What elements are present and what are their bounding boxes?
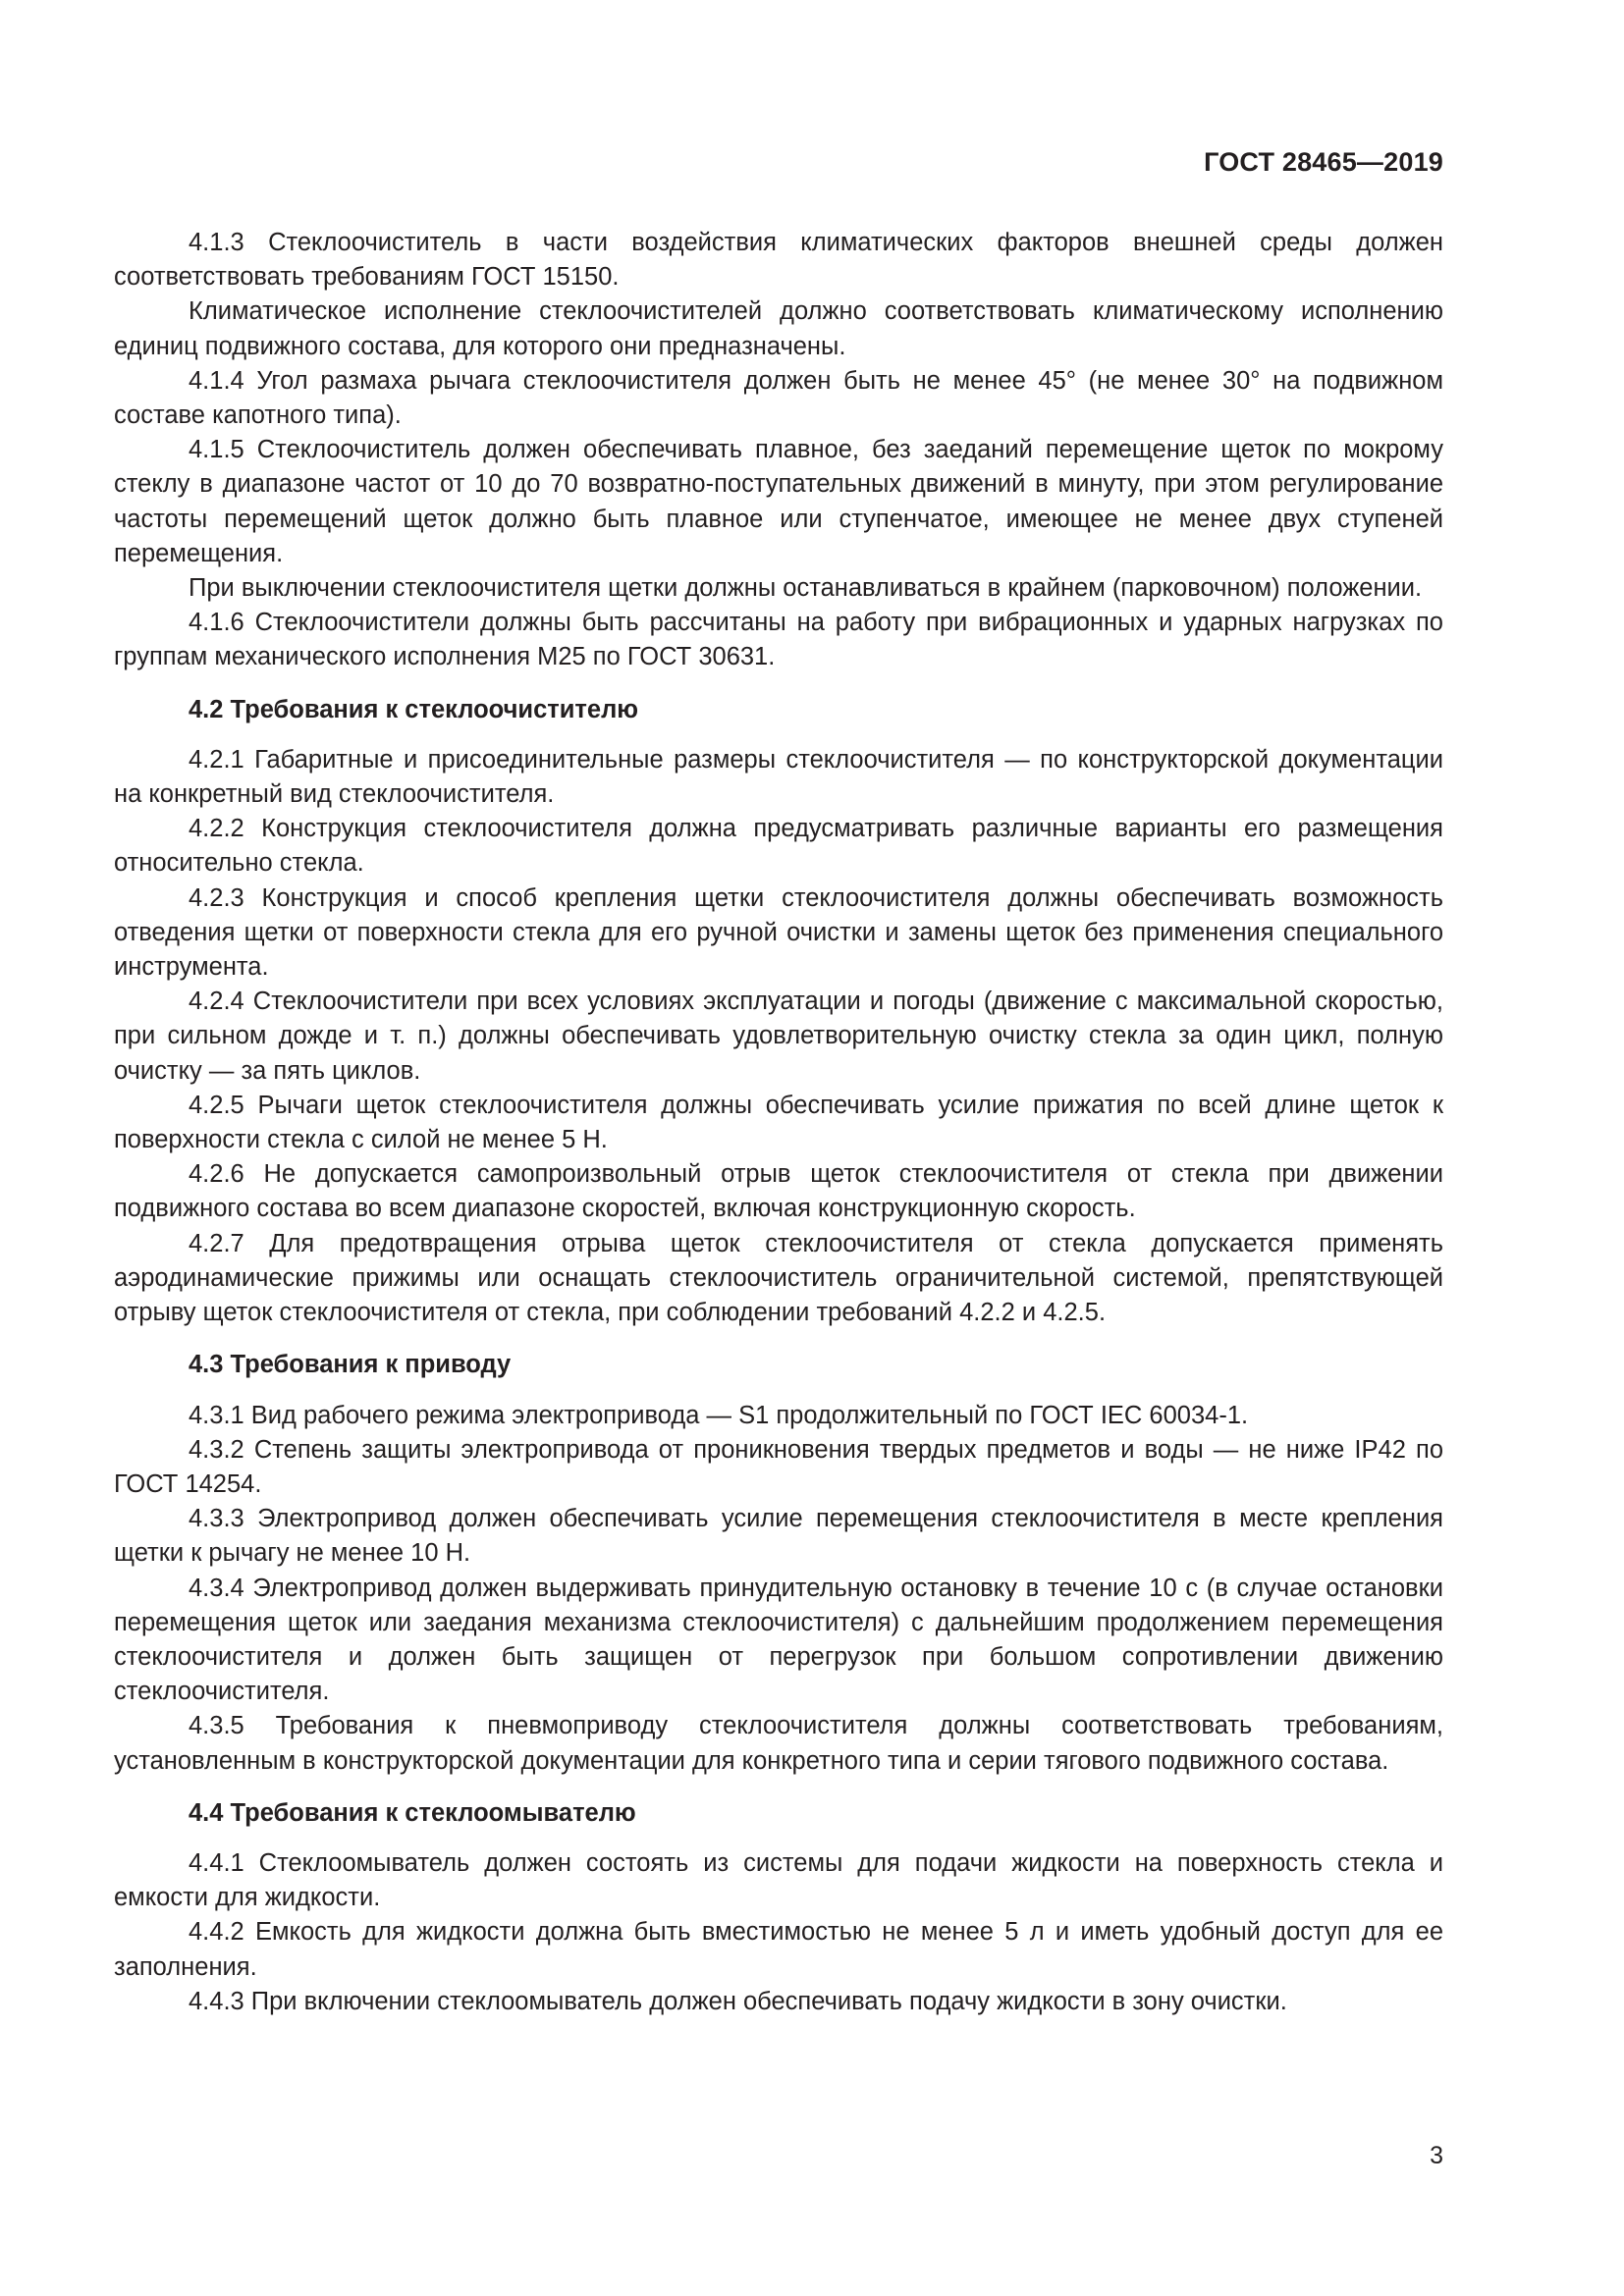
paragraph: 4.2.4 Стеклоочистители при всех условиях эксплуатации и погоды (движение с максимальной скоростью, при сильном дожде и т. п.) должны обеспечивать удовлетворительную очистку стекла за один цикл, полную очистку — за пять циклов. [114, 988, 1443, 1085]
paragraph: 4.3.1 Вид рабочего режима электропривода — S1 продолжительный по ГОСТ IEC 60034-1. [189, 1401, 1249, 1429]
paragraph: 4.2.6 Не допускается самопроизвольный отрыв щеток стеклоочистителя от стекла при движении подвижного состава во всем диапазоне скоростей, включая конструкционную скорость. [114, 1160, 1443, 1223]
paragraph: 4.2.2 Конструкция стеклоочистителя должна предусматривать различные варианты его размещения относительно стекла. [114, 815, 1443, 878]
paragraph: 4.3.2 Степень защиты электропривода от проникновения твердых предметов и воды — не ниже IP42 по ГОСТ 14254. [114, 1435, 1443, 1498]
page-number: 3 [1430, 2142, 1443, 2169]
paragraph: 4.1.4 Угол размаха рычага стеклоочистителя должен быть не менее 45° (не менее 30° на подвижном составе капотного типа). [114, 366, 1443, 430]
paragraph: Климатическое исполнение стеклоочистителей должно соответствовать климатическому исполнению единиц подвижного состава, для которого они предназначены. [114, 297, 1443, 360]
paragraph: 4.3.5 Требования к пневмоприводу стеклоочистителя должны соответствовать требованиям, установленным в конструкторской документации для конкретного типа и серии тягового подвижного состава. [114, 1712, 1443, 1775]
paragraph: 4.2.7 Для предотвращения отрыва щеток стеклоочистителя от стекла допускается применять аэродинамические прижимы или оснащать стеклоочиститель ограничительной системой, препятствующей отрыву щеток стеклоочистителя от стекла, при соблюдении требований 4.2.2 и 4.2.5. [114, 1229, 1443, 1327]
paragraph: 4.2.5 Рычаги щеток стеклоочистителя должны обеспечивать усилие прижатия по всей длине щеток к поверхности стекла с силой не менее 5 Н. [114, 1091, 1443, 1154]
section-heading-4-2: 4.2 Требования к стеклоочистителю [189, 695, 639, 723]
document-body [114, 226, 1443, 2019]
paragraph: 4.4.1 Стеклоомыватель должен состоять из системы для подачи жидкости на поверхность стекла и емкости для жидкости. [114, 1848, 1443, 1912]
document-code: ГОСТ 28465—2019 [1204, 147, 1443, 177]
paragraph: 4.3.4 Электропривод должен выдерживать принудительную остановку в течение 10 с (в случае остановки перемещения щеток или заедания механизма стеклоочистителя) с дальнейшим продолжением перемещения стеклоочистителя и должен быть защищен от перегрузок при большом сопротивлении движению стеклоочистителя. [114, 1574, 1443, 1706]
paragraph: 4.1.5 Стеклоочиститель должен обеспечивать плавное, без заеданий перемещение щеток по мокрому стеклу в диапазоне частот от 10 до 70 возвратно-поступательных движений в минуту, при этом регулирование частоты перемещений щеток должно быть плавное или ступенчатое, имеющее не менее двух ступеней перемещения. [114, 436, 1443, 567]
paragraph: 4.2.3 Конструкция и способ крепления щетки стеклоочистителя должны обеспечивать возможность отведения щетки от поверхности стекла для его ручной очистки и замены щеток без применения специального инструмента. [114, 883, 1443, 982]
paragraph: 4.1.6 Стеклоочистители должны быть рассчитаны на работу при вибрационных и ударных нагрузках по группам механического исполнения М25 по ГОСТ 30631. [114, 609, 1443, 671]
paragraph: 4.4.2 Емкость для жидкости должна быть вместимостью не менее 5 л и иметь удобный доступ для ее заполнения. [114, 1918, 1443, 1981]
paragraph: 4.1.3 Стеклоочиститель в части воздействия климатических факторов внешней среды должен соответствовать требованиям ГОСТ 15150. [114, 229, 1443, 292]
paragraph: При выключении стеклоочистителя щетки должны останавливаться в крайнем (парковочном) положении. [189, 574, 1423, 603]
paragraph: 4.4.3 При включении стеклоомыватель должен обеспечивать подачу жидкости в зону очистки. [189, 1987, 1287, 2015]
section-heading-4-4: 4.4 Требования к стеклоомывателю [189, 1798, 636, 1827]
section-heading-4-3: 4.3 Требования к приводу [189, 1351, 512, 1379]
paragraph: 4.3.3 Электропривод должен обеспечивать усилие перемещения стеклоочистителя в месте крепления щетки к рычагу не менее 10 Н. [114, 1505, 1443, 1568]
paragraph: 4.2.1 Габаритные и присоединительные размеры стеклоочистителя — по конструкторской документации на конкретный вид стеклоочистителя. [114, 745, 1443, 809]
